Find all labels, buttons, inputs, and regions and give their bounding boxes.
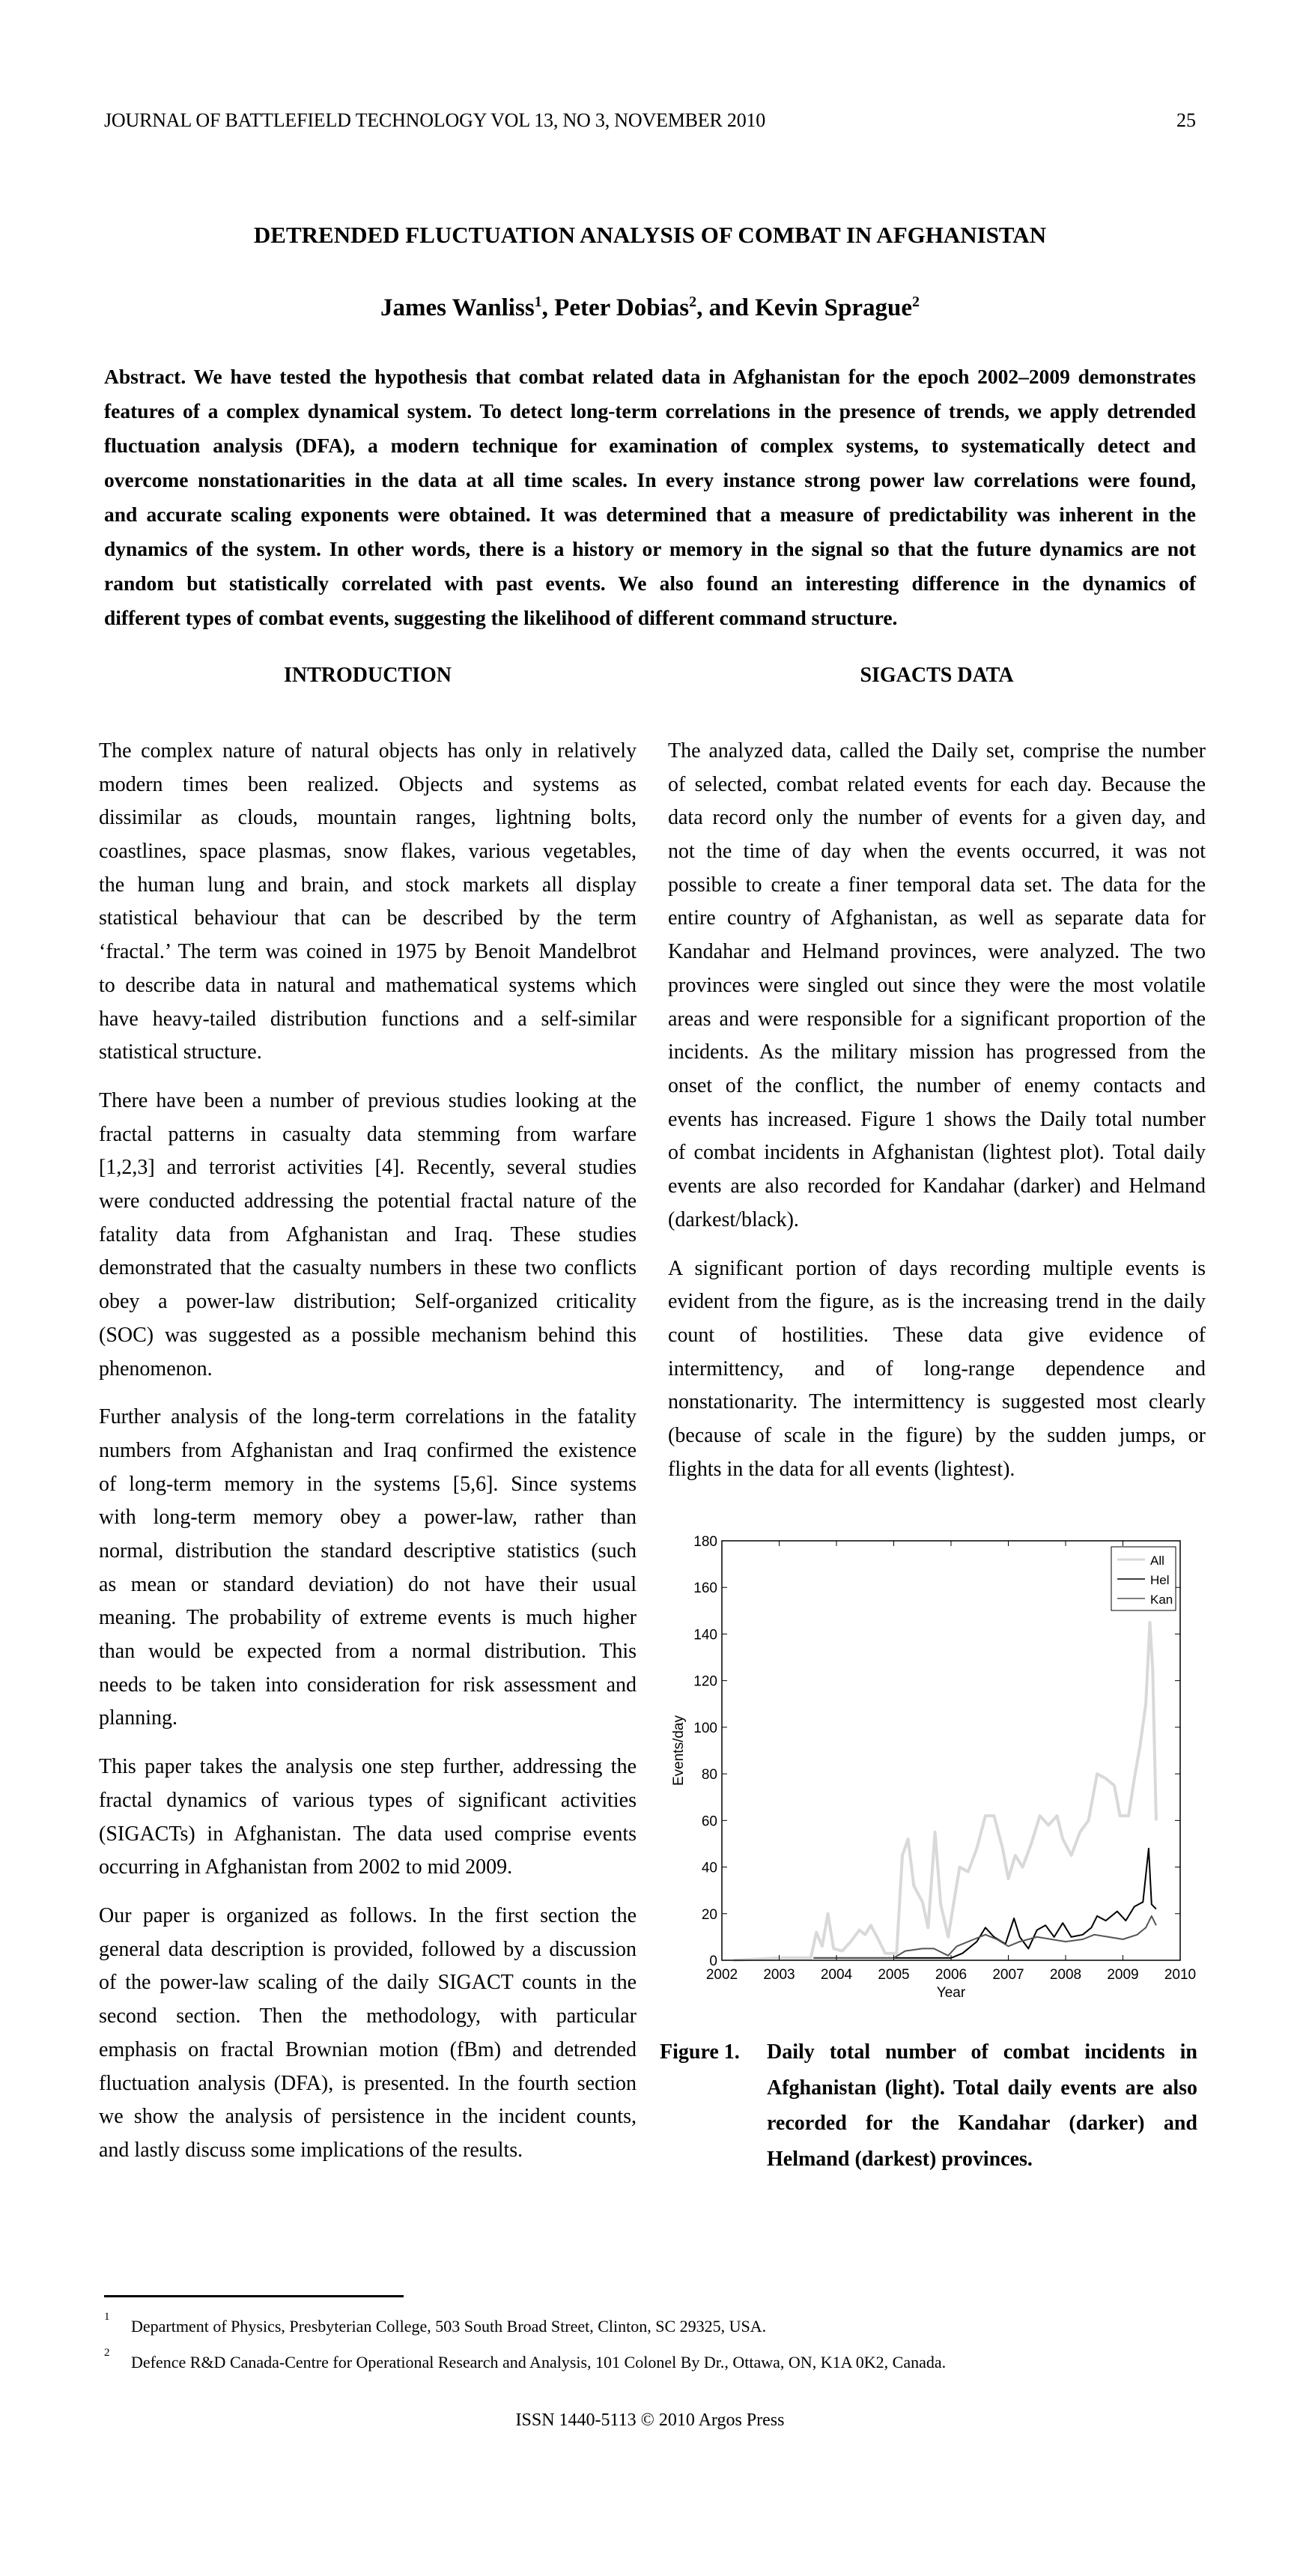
paragraph bbox=[668, 1252, 1206, 1487]
y-tick-label: 160 bbox=[693, 1581, 717, 1597]
text-line: A significant portion of days recording multiple events is bbox=[668, 1256, 1206, 1280]
text-line: nonstationarity. The intermittency is suggested most clearly bbox=[668, 1390, 1206, 1414]
text-line: modern times been realized. Objects and systems as bbox=[99, 772, 637, 796]
paragraph bbox=[99, 1751, 637, 1885]
text-line: phenomenon. bbox=[99, 1357, 213, 1381]
legend-label: All bbox=[1150, 1554, 1164, 1568]
y-tick-label: 0 bbox=[709, 1954, 717, 1969]
x-tick-label: 2003 bbox=[763, 1967, 795, 1983]
y-tick-label: 60 bbox=[701, 1813, 717, 1830]
x-tick-label: 2006 bbox=[935, 1967, 968, 1983]
x-tick-label: 2010 bbox=[1164, 1967, 1197, 1983]
text-line: (SIGACTs) in Afghanistan. The data used comprise events bbox=[99, 1822, 637, 1846]
footnote-mark: 2 bbox=[104, 2347, 110, 2359]
paragraph bbox=[99, 1401, 637, 1736]
text-line: events are also recorded for Kandahar (darker) and Helmand bbox=[668, 1174, 1206, 1198]
footnote-text: Department of Physics, Presbyterian College, 503 South Broad Street, Clinton, SC 29325, USA. bbox=[131, 2317, 767, 2336]
abstract bbox=[104, 360, 1196, 635]
author-list bbox=[0, 294, 1300, 322]
x-tick-label: 2005 bbox=[878, 1967, 910, 1983]
caption-line: Helmand (darkest) provinces. bbox=[767, 2147, 1033, 2171]
x-tick-label: 2007 bbox=[992, 1967, 1024, 1983]
text-line: fluctuation analysis (DFA), is presented. In the fourth section bbox=[99, 2071, 637, 2095]
figure-label: Figure 1. bbox=[660, 2040, 740, 2064]
text-line: provinces were singled out since they were the most volatile bbox=[668, 973, 1206, 997]
abstract-line: overcome nonstationarities in the data at all time scales. In every instance strong power law correlations were found, bbox=[104, 468, 1196, 491]
text-line: statistical behaviour that can be described by the term bbox=[99, 906, 637, 930]
affiliation-mark: 2 bbox=[689, 294, 697, 310]
caption-line: recorded for the Kandahar (darker) and bbox=[767, 2112, 1197, 2135]
text-line: were conducted addressing the potential fractal nature of the bbox=[99, 1189, 637, 1213]
footnote-text: Defence R&D Canada-Centre for Operational Research and Analysis, 101 Colonel By Dr., Ottawa, ON, K1A 0K2, Canada. bbox=[131, 2353, 947, 2372]
text-line: meaning. The probability of extreme events is much higher bbox=[99, 1606, 637, 1630]
text-line: fractal dynamics of various types of significant activities bbox=[99, 1788, 637, 1812]
y-tick-label: 20 bbox=[701, 1906, 717, 1923]
abstract-line: fluctuation analysis (DFA), a modern technique for examination of complex systems, to systematically detect and bbox=[104, 434, 1196, 457]
text-line: not the time of day when the events occurred, it was not bbox=[668, 840, 1206, 864]
x-axis-label: Year bbox=[936, 1985, 966, 2001]
text-line: general data description is provided, followed by a discussion bbox=[99, 1937, 637, 1961]
text-line: There have been a number of previous studies looking at the bbox=[99, 1089, 637, 1112]
text-line: occurring in Afghanistan from 2002 to mid 2009. bbox=[99, 1855, 513, 1879]
author-name: Peter Dobias bbox=[554, 294, 690, 321]
text-line: as mean or standard deviation) do not have their usual bbox=[99, 1572, 637, 1596]
running-header: JOURNAL OF BATTLEFIELD TECHNOLOGY VOL 13, NO 3, NOVEMBER 2010 bbox=[104, 109, 766, 131]
paper-title: DETRENDED FLUCTUATION ANALYSIS OF COMBAT IN AFGHANISTAN bbox=[253, 222, 1047, 248]
text-line: entire country of Afghanistan, as well as separate data for bbox=[668, 906, 1206, 930]
abstract-line: dynamics of the system. In other words, there is a history or memory in the signal so that the future dynamics are not bbox=[104, 537, 1196, 560]
text-line: ‘fractal.’ The term was coined in 1975 by Benoit Mandelbrot bbox=[99, 940, 637, 964]
text-line: evident from the figure, as is the increasing trend in the daily bbox=[668, 1290, 1206, 1314]
abstract-line: random but statistically correlated with past events. We also found an interesting difference in the dynamics of bbox=[104, 572, 1196, 595]
text-line: to describe data in natural and mathematical systems which bbox=[99, 973, 637, 997]
text-line: obey a power-law distribution; Self-organized criticality bbox=[99, 1290, 637, 1314]
abstract-line: and accurate scaling exponents were obtained. It was determined that a measure of predictability was inherent in the bbox=[104, 503, 1196, 526]
y-tick-label: 40 bbox=[701, 1860, 717, 1876]
y-tick-label: 140 bbox=[693, 1627, 717, 1643]
text-line: (darkest/black). bbox=[668, 1207, 799, 1231]
text-line: demonstrated that the casualty numbers in these two conflicts bbox=[99, 1256, 637, 1280]
paragraph bbox=[99, 735, 637, 1070]
x-tick-label: 2002 bbox=[705, 1967, 738, 1983]
text-line: of long-term memory in the systems [5,6]. Since systems bbox=[99, 1472, 637, 1496]
text-line: flights in the data for all events (lightest). bbox=[668, 1457, 1015, 1481]
footnote-mark: 1 bbox=[104, 2311, 110, 2323]
text-line: we show the analysis of persistence in the incident counts, bbox=[99, 2105, 637, 2129]
abstract-line: different types of combat events, suggesting the likelihood of different command structure. bbox=[104, 606, 898, 629]
text-line: coastlines, space plasmas, snow flakes, various vegetables, bbox=[99, 840, 637, 864]
y-axis-label: Events/day bbox=[671, 1715, 687, 1786]
x-tick-label: 2004 bbox=[820, 1967, 853, 1983]
author-separator: , bbox=[541, 294, 555, 321]
abstract-line: Abstract. We have tested the hypothesis that combat related data in Afghanistan for the epoch 2002–2009 demonstrates bbox=[104, 365, 1196, 388]
text-line: This paper takes the analysis one step further, addressing the bbox=[99, 1755, 637, 1779]
text-line: onset of the conflict, the number of enemy contacts and bbox=[668, 1073, 1206, 1097]
text-line: with long-term memory obey a power-law, rather than bbox=[99, 1506, 637, 1530]
text-line: The complex nature of natural objects has only in relatively bbox=[99, 739, 637, 763]
text-line: Our paper is organized as follows. In the first section the bbox=[99, 1904, 637, 1928]
affiliation-mark: 1 bbox=[534, 294, 542, 310]
y-tick-label: 120 bbox=[693, 1673, 717, 1690]
text-line: (SOC) was suggested as a possible mechanism behind this bbox=[99, 1323, 637, 1347]
text-line: fractal patterns in casualty data stemming from warfare bbox=[99, 1122, 637, 1146]
text-line: dissimilar as clouds, mountain ranges, lightning bolts, bbox=[99, 806, 637, 830]
paragraph bbox=[99, 1085, 637, 1386]
y-tick-label: 80 bbox=[701, 1767, 717, 1783]
page-footer: ISSN 1440-5113 © 2010 Argos Press bbox=[515, 2410, 785, 2430]
text-line: than would be expected from a normal distribution. This bbox=[99, 1640, 637, 1664]
page-number: 25 bbox=[1176, 109, 1196, 131]
paragraph bbox=[99, 1900, 637, 2168]
text-line: of combat incidents in Afghanistan (lightest plot). Total daily bbox=[668, 1141, 1206, 1165]
author-name: Kevin Sprague bbox=[755, 294, 913, 321]
author-name: James Wanliss bbox=[380, 294, 535, 321]
heading-sigacts-data: SIGACTS DATA bbox=[860, 664, 1014, 687]
text-line: and lastly discuss some implications of the results. bbox=[99, 2138, 523, 2162]
heading-introduction: INTRODUCTION bbox=[283, 664, 452, 687]
text-line: Further analysis of the long-term correlations in the fatality bbox=[99, 1405, 637, 1429]
text-line: incidents. As the military mission has progressed from the bbox=[668, 1040, 1206, 1064]
author-separator: , and bbox=[696, 294, 756, 321]
y-tick-label: 100 bbox=[693, 1720, 717, 1736]
x-tick-label: 2009 bbox=[1107, 1967, 1139, 1983]
y-tick-label: 180 bbox=[693, 1534, 717, 1550]
text-line: intermittency, and of long-range dependence and bbox=[668, 1357, 1206, 1381]
text-line: count of hostilities. These data give evidence of bbox=[668, 1323, 1206, 1347]
affiliation-mark: 2 bbox=[912, 294, 920, 310]
text-line: statistical structure. bbox=[99, 1040, 262, 1064]
text-line: planning. bbox=[99, 1706, 177, 1730]
text-line: second section. Then the methodology, with particular bbox=[99, 2004, 637, 2028]
text-line: numbers from Afghanistan and Iraq confirmed the existence bbox=[99, 1438, 637, 1462]
caption-line: Daily total number of combat incidents in bbox=[767, 2040, 1197, 2064]
text-line: [1,2,3] and terrorist activities [4]. Recently, several studies bbox=[99, 1156, 637, 1180]
text-line: the human lung and brain, and stock markets all display bbox=[99, 873, 637, 897]
footnote-divider bbox=[104, 2295, 404, 2297]
text-line: emphasis on fractal Brownian motion (fBm) and detrended bbox=[99, 2037, 637, 2061]
caption-line: Afghanistan (light). Total daily events are also bbox=[767, 2076, 1197, 2100]
text-line: possible to create a finer temporal data set. The data for the bbox=[668, 873, 1206, 897]
text-line: fatality data from Afghanistan and Iraq. These studies bbox=[99, 1222, 637, 1246]
x-tick-label: 2008 bbox=[1049, 1967, 1082, 1983]
text-line: data record only the number of events for a given day, and bbox=[668, 806, 1206, 830]
text-line: of the power-law scaling of the daily SIGACT counts in the bbox=[99, 1971, 637, 1995]
text-line: (because of scale in the figure) by the sudden jumps, or bbox=[668, 1423, 1206, 1447]
paragraph bbox=[668, 735, 1206, 1237]
legend-label: Kan bbox=[1150, 1592, 1173, 1607]
legend-label: Hel bbox=[1150, 1573, 1170, 1587]
text-line: normal, distribution the standard descriptive statistics (such bbox=[99, 1539, 637, 1563]
text-line: of selected, combat related events for each day. Because the bbox=[668, 772, 1206, 796]
text-line: areas and were responsible for a significant proportion of the bbox=[668, 1007, 1206, 1031]
figure-1-chart bbox=[659, 1521, 1213, 2015]
abstract-line: features of a complex dynamical system. To detect long-term correlations in the presence of trends, we apply detrended bbox=[104, 399, 1196, 422]
text-line: The analyzed data, called the Daily set, comprise the number bbox=[668, 739, 1206, 763]
text-line: events has increased. Figure 1 shows the Daily total number bbox=[668, 1107, 1206, 1131]
text-line: Kandahar and Helmand provinces, were analyzed. The two bbox=[668, 940, 1206, 964]
text-line: needs to be taken into consideration for risk assessment and bbox=[99, 1673, 637, 1697]
text-line: have heavy-tailed distribution functions and a self-similar bbox=[99, 1007, 637, 1031]
